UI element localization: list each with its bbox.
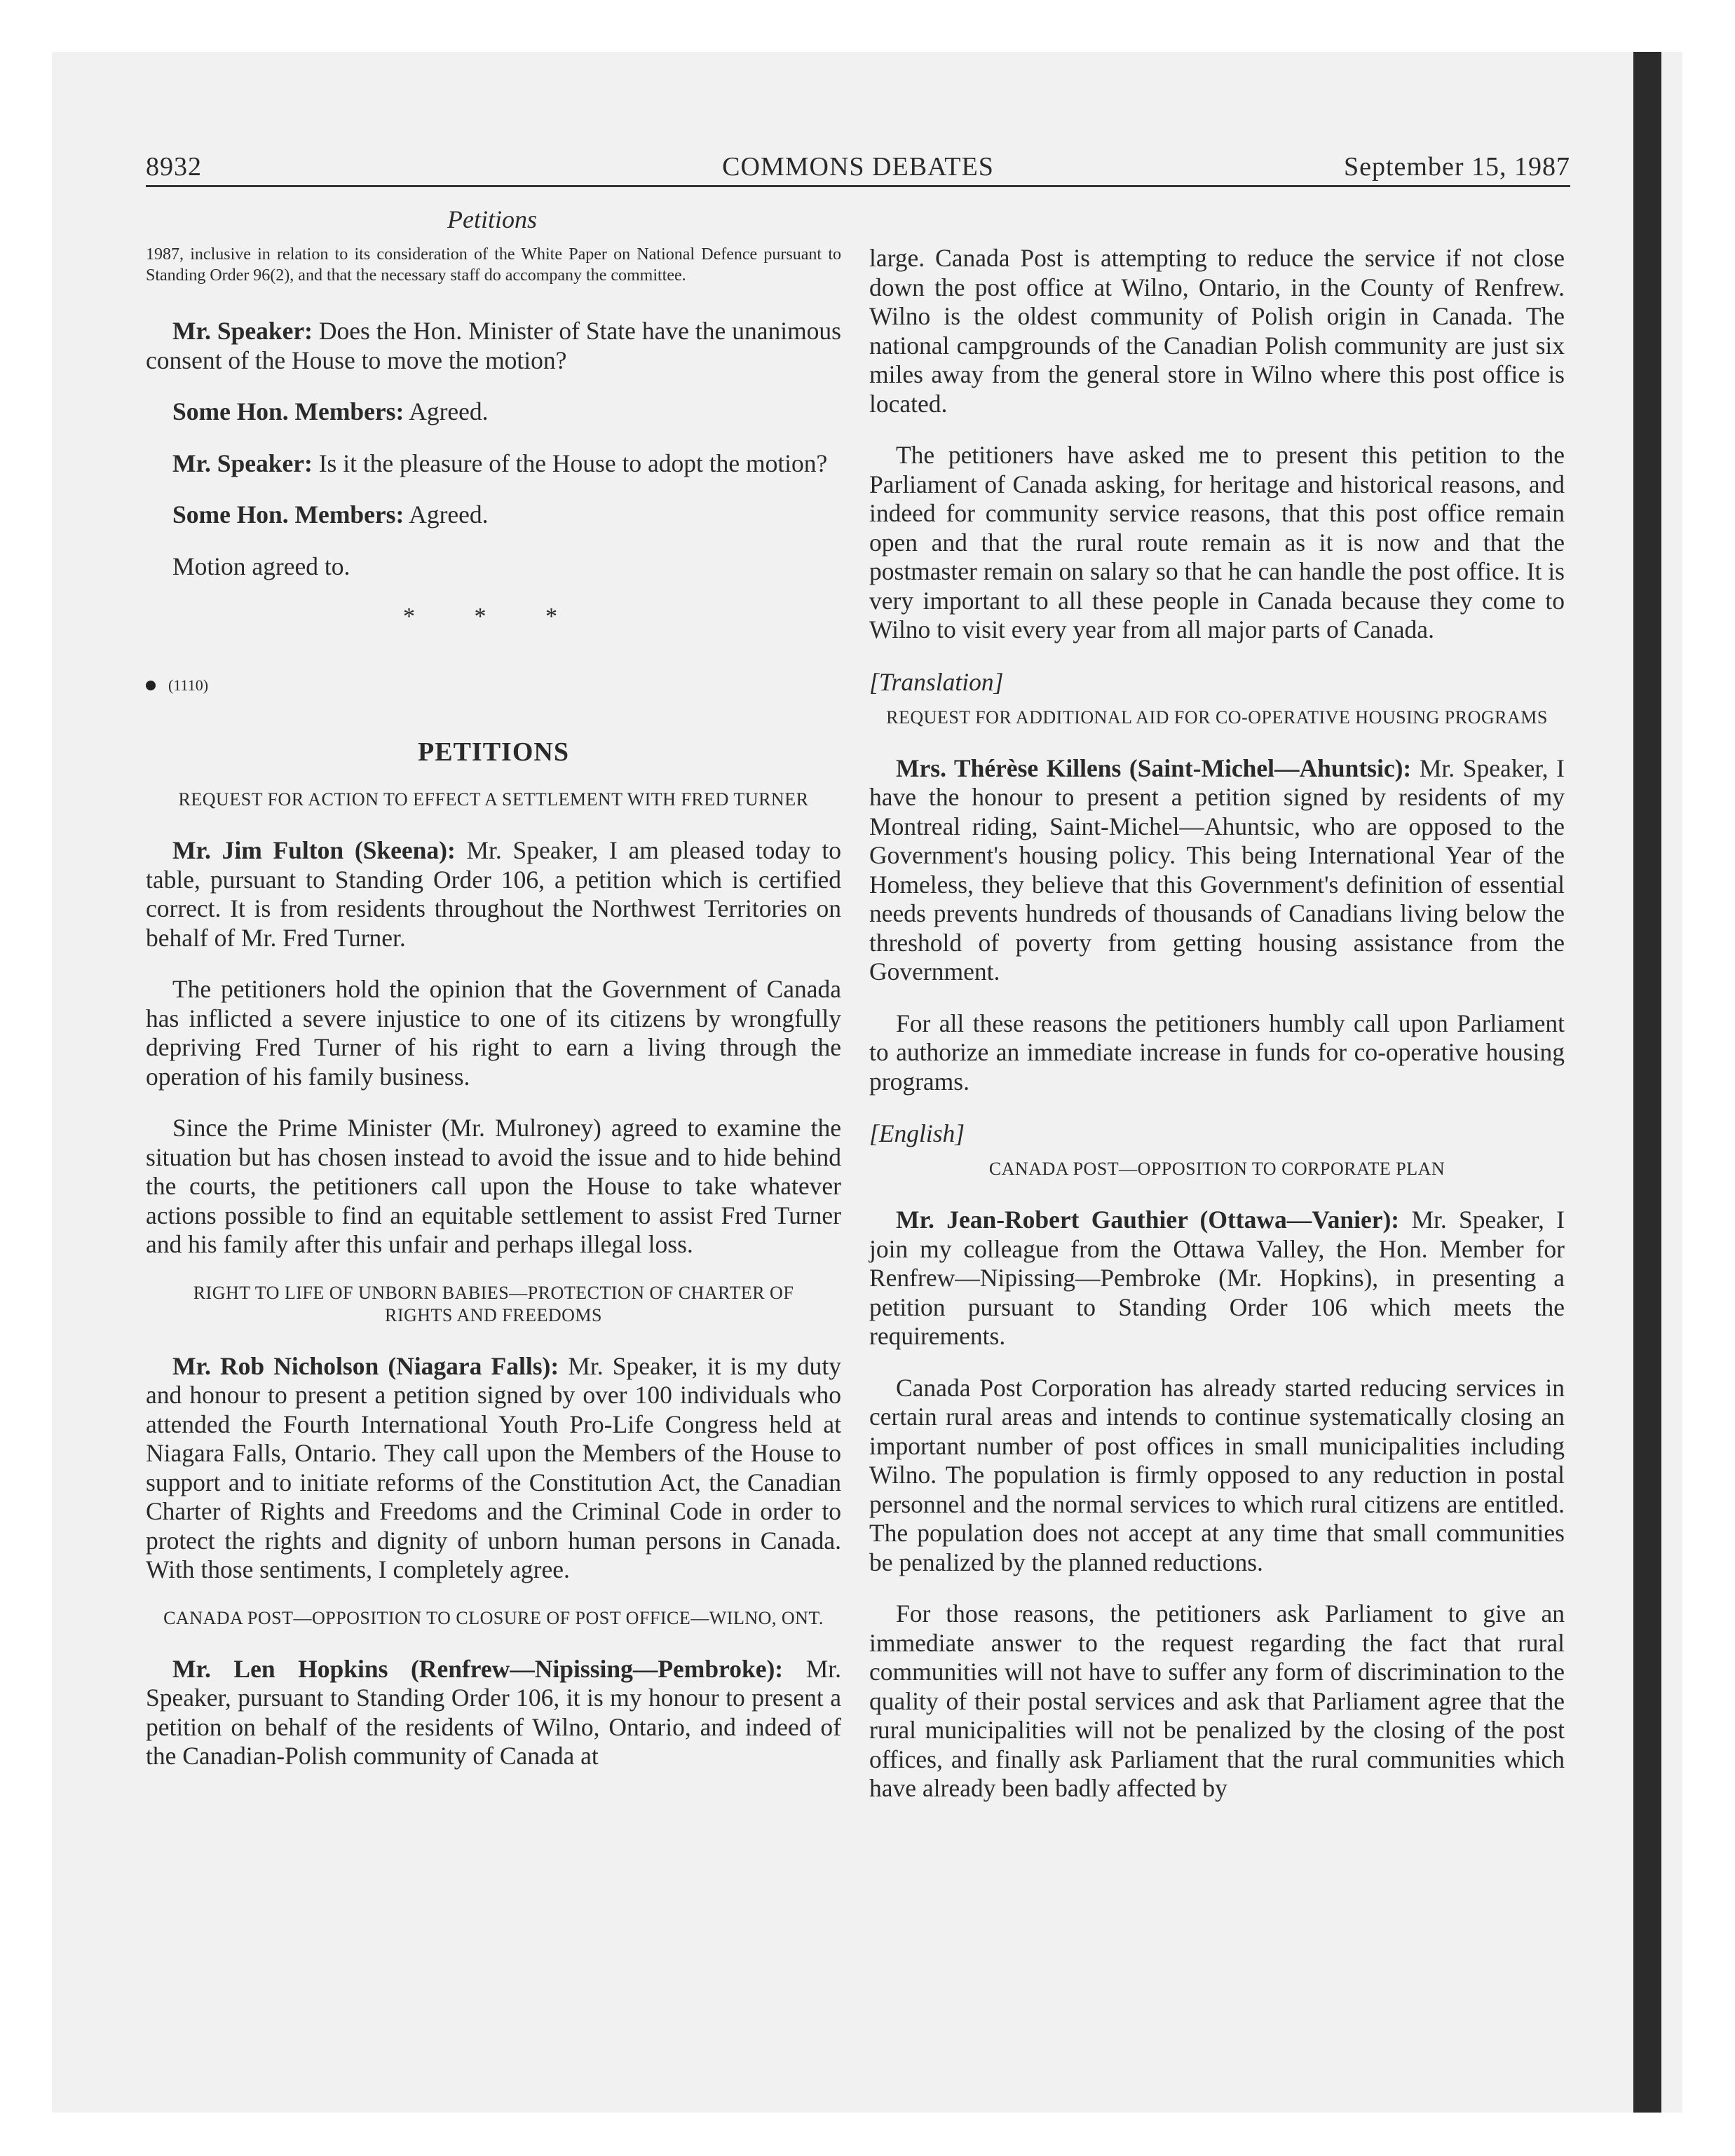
speaker-name: Mr. Rob Nicholson (Niagara Falls): bbox=[172, 1351, 559, 1380]
speech-text: Mr. Speaker, it is my duty and honour to present a petition signed by over 100 individuals who attended the Fourth International Youth Pro-Life Congress held at Niagara Falls, Ontario. They call upon the Members of the House to support and to initiate reforms of the Constitution Act, the Canadian Charter of Rights and Freedoms and the Criminal Code in order to protect the rights and dignity of unborn human persons in Canada. With those sentiments, I completely agree. bbox=[146, 1351, 841, 1583]
paragraph: large. Canada Post is attempting to reduce the service if not close down the post office at Wilno, Ontario, in the County of Renfrew. Wilno is the oldest community of Polish origin in Canada. The national campgrounds of the Canadian Polish community are just six miles away from the general store in Wilno where this post office is located. bbox=[869, 244, 1565, 418]
time-marker-text: (1110) bbox=[168, 676, 209, 694]
petition-heading: REQUEST FOR ADDITIONAL AID FOR CO-OPERATIVE HOUSING PROGRAMS bbox=[886, 707, 1548, 728]
speaker-name: Mr. Jim Fulton (Skeena): bbox=[172, 836, 456, 864]
petition-heading: CANADA POST—OPPOSITION TO CORPORATE PLAN bbox=[988, 1159, 1445, 1179]
left-column bbox=[146, 244, 841, 1794]
page-header bbox=[146, 149, 1570, 187]
speaker-name: Mrs. Thérèse Killens (Saint-Michel—Ahuntsic): bbox=[896, 753, 1412, 782]
speech-text: Mr. Speaker, I join my colleague from the Ottawa Valley, the Hon. Member for Renfrew—Nipissing—Pembroke (Mr. Hopkins), in presenting a petition pursuant to Standing Order 106 which meets the requirements. bbox=[869, 1206, 1565, 1350]
speaker-name: Mr. Jean-Robert Gauthier (Ottawa—Vanier): bbox=[896, 1206, 1400, 1234]
speech-text: Mr. Speaker, pursuant to Standing Order 106, it is my honour to present a petition on behalf of the residents of Wilno, Ontario, and indeed of the Canadian-Polish community of Canada at bbox=[146, 1654, 841, 1770]
paragraph: For all these reasons the petitioners humbly call upon Parliament to authorize an immediate increase in funds for co-operative housing programs. bbox=[869, 1009, 1565, 1096]
paragraph bbox=[146, 1655, 841, 1771]
section-title: PETITIONS bbox=[418, 737, 569, 767]
speech-text: Mr. Speaker, I am pleased today to table, pursuant to Standing Order 106, a petition which is certified correct. It is from residents throughout the Northwest Territories on behalf of Mr. Fred Turner. bbox=[146, 836, 841, 952]
paragraph bbox=[146, 1352, 841, 1585]
petition-heading: REQUEST FOR ACTION TO EFFECT A SETTLEMENT WITH FRED TURNER bbox=[178, 789, 809, 810]
paragraph: The petitioners hold the opinion that the Government of Canada has inflicted a severe injustice to one of its citizens by wrongfully depriving Fred Turner of his right to earn a living through the operation of his family business. bbox=[146, 975, 841, 1091]
speaker-name: Some Hon. Members: bbox=[172, 397, 404, 425]
language-marker: [Translation] bbox=[869, 667, 1004, 696]
running-title: Petitions bbox=[447, 205, 537, 233]
speaker-name: Mr. Speaker: bbox=[172, 449, 313, 477]
paragraph bbox=[146, 397, 841, 427]
bullet-dot-icon bbox=[146, 681, 156, 690]
petition-heading: RIGHT TO LIFE OF UNBORN BABIES—PROTECTION OF CHARTER OF RIGHTS AND FREEDOMS bbox=[193, 1282, 794, 1325]
paragraph: Canada Post Corporation has already started reducing services in certain rural areas and intends to continue systematically closing an important number of post offices in small municipalities including Wilno. The population is firmly opposed to any reduction in postal personnel and the normal services to which rural citizens are entitled. The population does not accept at any time that small communities be penalized by the planned reductions. bbox=[869, 1373, 1565, 1576]
speech-text: Does the Hon. Minister of State have the unanimous consent of the House to move the motion? bbox=[146, 317, 841, 374]
paragraph bbox=[146, 836, 841, 953]
paragraph bbox=[146, 317, 841, 375]
paragraph: For those reasons, the petitioners ask Parliament to give an immediate answer to the request regarding the fact that rural communities will not have to suffer any form of discrimination to the quality of their postal services and ask that Parliament agree that the rural municipalities will not be penalized by the closing of the post offices, and finally ask Parliament that the rural communities which have already been badly affected by bbox=[869, 1599, 1565, 1802]
motion-result: Motion agreed to. bbox=[172, 552, 351, 580]
issue-date: September 15, 1987 bbox=[1343, 152, 1570, 182]
speaker-name: Mr. Len Hopkins (Renfrew—Nipissing—Pembroke): bbox=[172, 1654, 784, 1683]
paragraph bbox=[869, 754, 1565, 987]
speech-text: Is it the pleasure of the House to adopt the motion? bbox=[312, 449, 828, 477]
paragraph bbox=[869, 1206, 1565, 1351]
speech-text: Mr. Speaker, I have the honour to present a petition signed by residents of my Montreal riding, Saint-Michel—Ahuntsic, who are opposed to the Government's housing policy. This being International Year of the Homeless, they believe that this Government's definition of essential needs prevents hundreds of thousands of Canadians living below the threshold of poverty from getting housing assistance from the Government. bbox=[869, 753, 1565, 985]
paragraph bbox=[146, 500, 841, 530]
paragraph bbox=[146, 449, 841, 479]
speech-text: Agreed. bbox=[404, 397, 489, 425]
paragraph: The petitioners have asked me to present this petition to the Parliament of Canada asking, for heritage and historical reasons, and indeed for community service reasons, that this post office remain open and that the rural route remain as it is now and that the postmaster remain on salary so that he can handle the post office. It is very important to all these people in Canada because they come to Wilno to visit every year from all major parts of Canada. bbox=[869, 441, 1565, 643]
section-separator: * * * bbox=[403, 603, 584, 629]
time-marker bbox=[146, 676, 841, 695]
speech-text: Agreed. bbox=[404, 500, 489, 528]
language-marker: [English] bbox=[869, 1119, 965, 1147]
right-column bbox=[869, 244, 1565, 1826]
paragraph: Since the Prime Minister (Mr. Mulroney) agreed to examine the situation but has chosen instead to avoid the issue and to hide behind the courts, the petitioners call upon the House to take whatever actions possible to find an equitable settlement to assist Fred Turner and his family after this unfair and perhaps illegal loss. bbox=[146, 1114, 841, 1258]
journal-title: COMMONS DEBATES bbox=[722, 152, 994, 182]
page-number: 8932 bbox=[146, 152, 202, 182]
scan-edge-bar bbox=[1633, 52, 1661, 2113]
petition-heading: CANADA POST—OPPOSITION TO CLOSURE OF POST OFFICE—WILNO, ONT. bbox=[163, 1607, 824, 1628]
speaker-name: Some Hon. Members: bbox=[172, 500, 404, 528]
speaker-name: Mr. Speaker: bbox=[172, 317, 313, 345]
motion-text: 1987, inclusive in relation to its consideration of the White Paper on National Defence pursuant to Standing Order 96(2), and that the necessary staff do accompany the committee. bbox=[146, 245, 841, 285]
